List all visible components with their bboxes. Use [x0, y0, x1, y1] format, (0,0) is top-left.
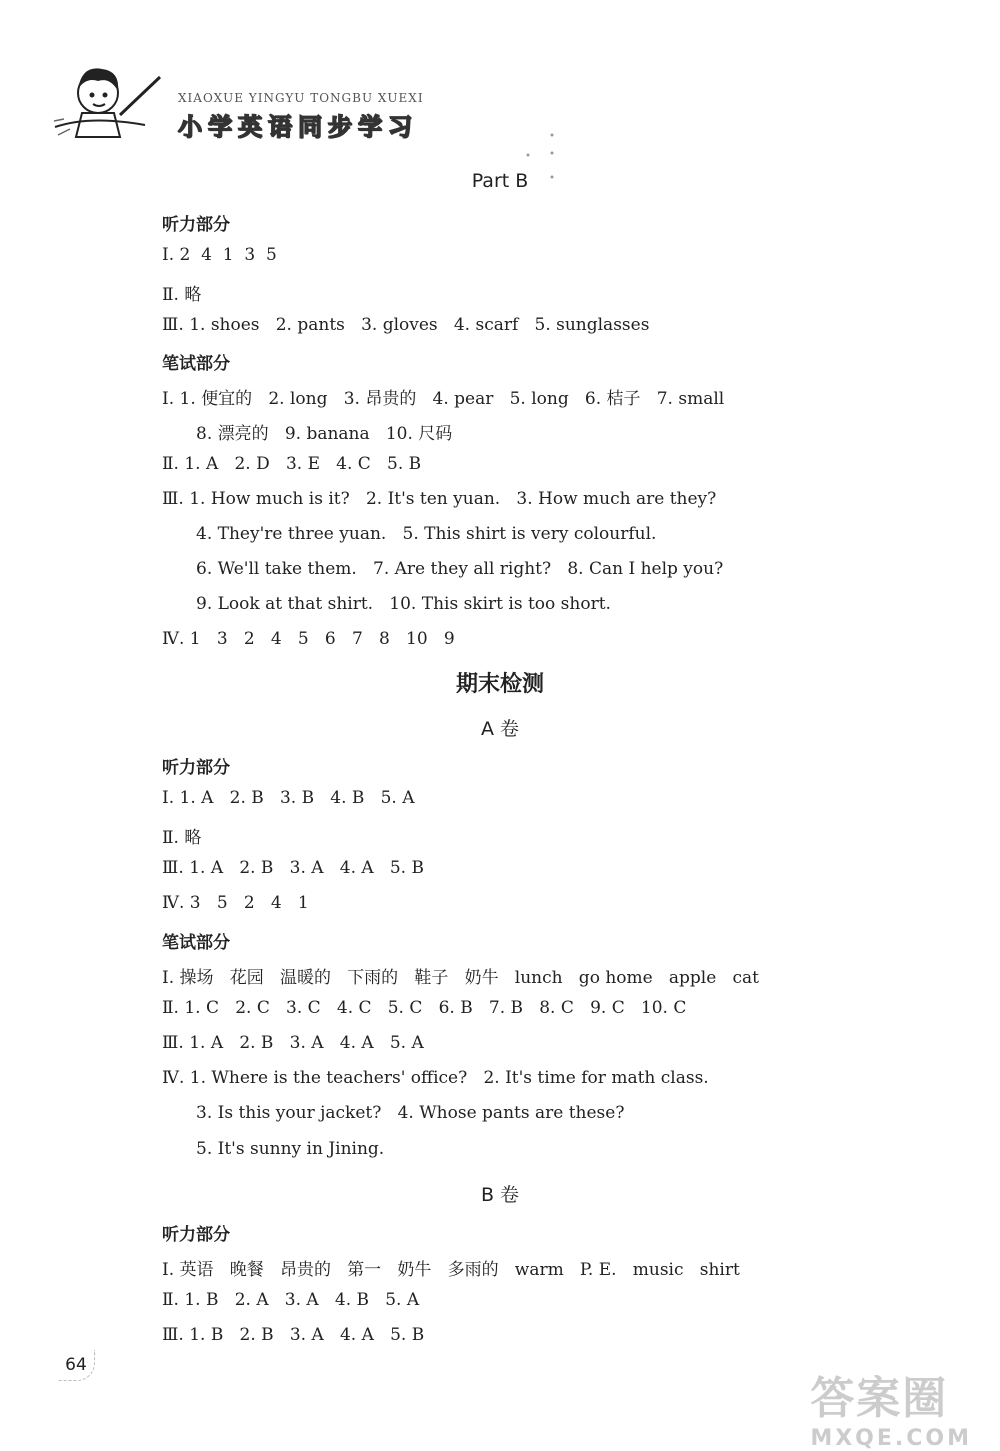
paper-a-writing-iv: Ⅳ. 1. Where is the teachers' office? 2. It's time for math class.	[162, 1068, 709, 1088]
partb-listening-iii: Ⅲ. 1. shoes 2. pants 3. gloves 4. scarf 5. sunglasses	[162, 315, 650, 335]
header-pinyin: XIAOXUE YINGYU TONGBU XUEXI	[178, 91, 424, 105]
partb-writing-iii-line4: 9. Look at that shirt. 10. This skirt is too short.	[196, 594, 611, 614]
partb-listening-ii: Ⅱ. 略	[162, 285, 202, 305]
paper-a-listening-iv: Ⅳ. 3 5 2 4 1	[162, 893, 309, 913]
watermark-logo	[810, 1362, 972, 1451]
paper-a-writing-iv-line2: 3. Is this your jacket? 4. Whose pants are these?	[196, 1103, 625, 1123]
paper-a-writing-i: Ⅰ. 操场 花园 温暖的 下雨的 鞋子 奶牛 lunch go home apple cat	[162, 968, 759, 988]
book-header	[50, 55, 510, 145]
cartoon-boy-logo	[50, 55, 180, 145]
paper-b-listening-ii: Ⅱ. 1. B 2. A 3. A 4. B 5. A	[162, 1290, 420, 1310]
partb-writing-heading: 笔试部分	[162, 354, 230, 374]
partb-writing-iii: Ⅲ. 1. How much is it? 2. It's ten yuan. 3. How much are they?	[162, 489, 717, 509]
partb-writing-i: Ⅰ. 1. 便宜的 2. long 3. 昂贵的 4. pear 5. long 6. 桔子 7. small	[162, 389, 725, 409]
paper-a-writing-iii: Ⅲ. 1. A 2. B 3. A 4. A 5. A	[162, 1033, 424, 1053]
partb-writing-iii-line3: 6. We'll take them. 7. Are they all right? 8. Can I help you?	[196, 559, 724, 579]
partb-listening-heading: 听力部分	[162, 215, 230, 235]
partb-writing-iv: Ⅳ. 1 3 2 4 5 6 7 8 10 9	[162, 629, 455, 649]
paper-a-listening-heading: 听力部分	[162, 758, 230, 778]
paper-a-listening-i: Ⅰ. 1. A 2. B 3. B 4. B 5. A	[162, 788, 415, 808]
paper-a-writing-iv-line3: 5. It's sunny in Jining.	[196, 1139, 385, 1159]
paper-a-writing-heading: 笔试部分	[162, 933, 230, 953]
watermark-url: MXQE.COM	[810, 1426, 972, 1451]
partb-listening-i: Ⅰ. 2 4 1 3 5	[162, 245, 277, 265]
final-test-title: 期末检测	[455, 672, 544, 697]
paper-a-title: A 卷	[480, 718, 520, 740]
paper-b-listening-heading: 听力部分	[162, 1225, 230, 1245]
header-brand-title: 小学英语同步学习	[178, 113, 418, 141]
part-b-title: Part B	[471, 170, 529, 192]
paper-a-listening-iii: Ⅲ. 1. A 2. B 3. A 4. A 5. B	[162, 858, 424, 878]
paper-a-writing-ii: Ⅱ. 1. C 2. C 3. C 4. C 5. C 6. B 7. B 8. C 9. C 10. C	[162, 998, 687, 1018]
partb-writing-iii-line2: 4. They're three yuan. 5. This shirt is very colourful.	[196, 524, 657, 544]
page-number: 64	[58, 1350, 95, 1381]
partb-writing-i-cont: 8. 漂亮的 9. banana 10. 尺码	[196, 424, 453, 444]
paper-a-listening-ii: Ⅱ. 略	[162, 828, 202, 848]
paper-b-listening-i: Ⅰ. 英语 晚餐 昂贵的 第一 奶牛 多雨的 warm P. E. music shirt	[162, 1260, 740, 1280]
paper-b-title: B 卷	[480, 1184, 520, 1206]
watermark-text: 答案圈	[810, 1373, 949, 1424]
partb-writing-ii: Ⅱ. 1. A 2. D 3. E 4. C 5. B	[162, 454, 422, 474]
paper-b-listening-iii: Ⅲ. 1. B 2. B 3. A 4. A 5. B	[162, 1325, 425, 1345]
